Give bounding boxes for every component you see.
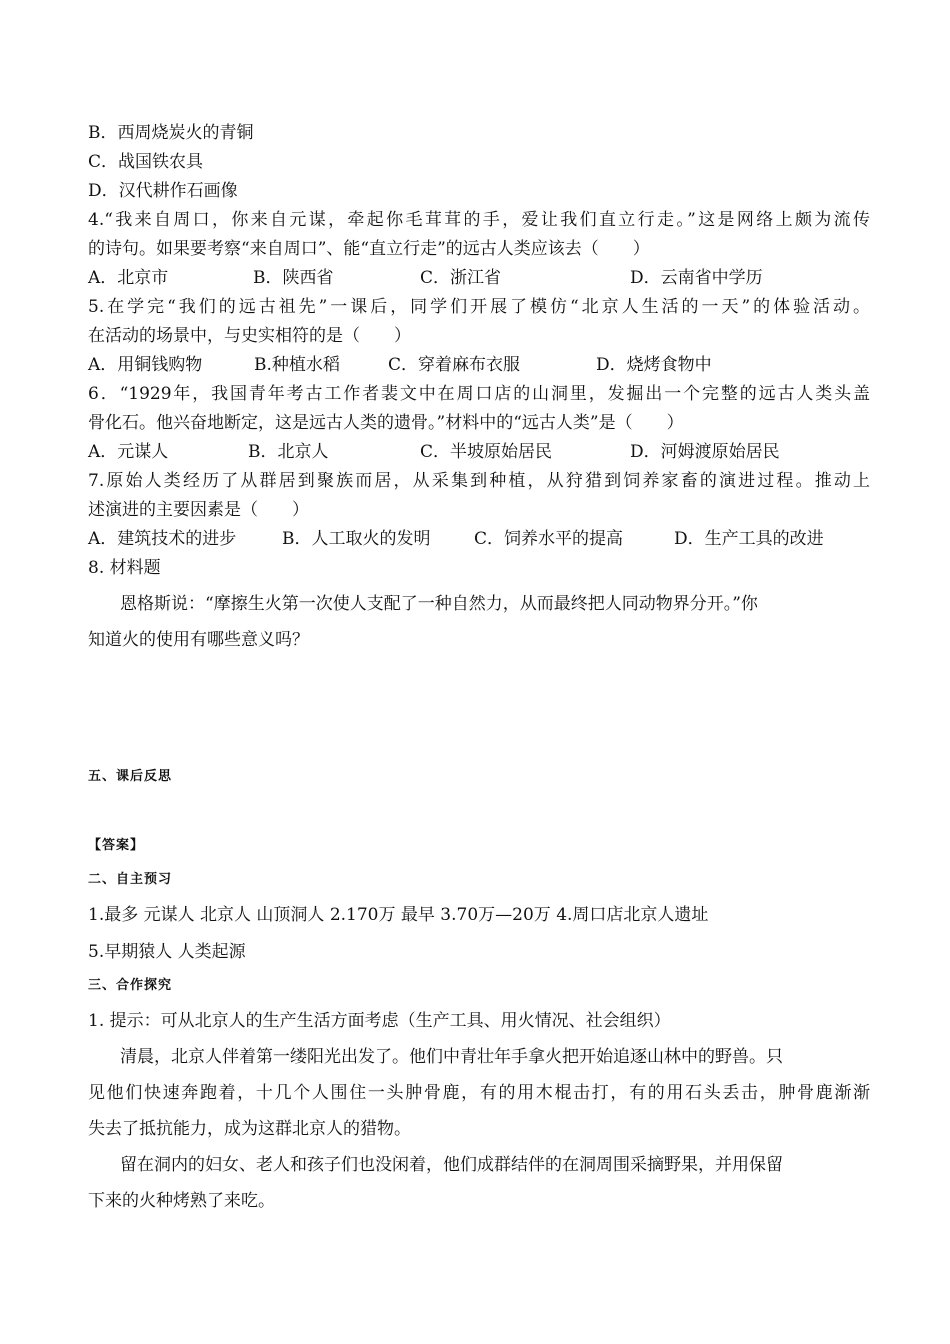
sec2-answer-line-1: 1.最多 元谋人 北京人 山顶洞人 2.170万 最早 3.70万—20万 4.周口店北京人遗址 — [88, 905, 709, 925]
sec3-heading: 三、合作探究 — [88, 978, 173, 993]
sec2-answer-line-2: 5.早期猿人 人类起源 — [88, 942, 246, 962]
q7-option-d: D．生产工具的改进 — [674, 529, 824, 549]
q4-option-c: C．浙江省 — [420, 268, 502, 288]
q4-option-a: A．北京市 — [88, 268, 169, 288]
para1-line-3: 失去了抵抗能力，成为这群北京人的猎物。 — [88, 1119, 411, 1139]
q8-text-line-1: 恩格斯说：“摩擦生火第一次使人支配了一种自然力，从而最终把人同动物界分开。”你 — [120, 594, 758, 614]
q5-option-a: A．用铜钱购物 — [88, 355, 203, 375]
q7-option-c: C．饲养水平的提高 — [474, 529, 624, 549]
q4-option-b: B．陕西省 — [253, 268, 334, 288]
q3-option-b: B．西周烧炭火的青铜 — [88, 123, 254, 143]
q6-option-a: A．元谋人 — [88, 442, 169, 462]
q5-option-d: D．烧烤食物中 — [596, 355, 712, 375]
para2-line-1: 留在洞内的妇女、老人和孩子们也没闲着，他们成群结伴的在洞周围采摘野果，并用保留 — [120, 1155, 783, 1175]
q6-line-1: 6．“1929年，我国青年考古工作者裴文中在周口店的山洞里，发掘出一个完整的远古人类头盖 — [88, 384, 870, 404]
q5-option-b: B.种植水稻 — [254, 355, 340, 375]
q3-option-c: C．战国铁农具 — [88, 152, 204, 172]
q4-line-1: 4.“我来自周口，你来自元谋，牵起你毛茸茸的手，爱让我们直立行走。”这是网络上颇为流传 — [88, 210, 870, 230]
q7-line-2: 述演进的主要因素是（ ） — [88, 500, 309, 520]
para2-line-2: 下来的火种烤熟了来吃。 — [88, 1191, 275, 1211]
q6-option-b: B．北京人 — [248, 442, 329, 462]
section5-heading: 五、课后反思 — [88, 769, 173, 784]
q4-line-2: 的诗句。如果要考察“来自周口”、能“直立行走”的远古人类应该去（ ） — [88, 239, 650, 259]
para1-line-2: 见他们快速奔跑着，十几个人围住一头肿骨鹿，有的用木棍击打，有的用石头丢击，肿骨鹿渐渐 — [88, 1083, 870, 1103]
para1-line-1: 清晨，北京人伴着第一缕阳光出发了。他们中青壮年手拿火把开始追逐山林中的野兽。只 — [120, 1047, 783, 1067]
sec2-heading: 二、自主预习 — [88, 872, 173, 887]
answers-heading: 【答案】 — [88, 838, 145, 853]
q6-option-c: C．半坡原始居民 — [420, 442, 553, 462]
q7-option-b: B．人工取火的发明 — [282, 529, 431, 549]
q5-line-1: 5.在学完“我们的远古祖先”一课后，同学们开展了模仿“北京人生活的一天”的体验活动。 — [88, 297, 870, 317]
q7-option-a: A．建筑技术的进步 — [88, 529, 237, 549]
q8-title: 8. 材料题 — [88, 558, 161, 578]
q7-line-1: 7.原始人类经历了从群居到聚族而居，从采集到种植，从狩猎到饲养家畜的演进过程。推动上 — [88, 471, 870, 491]
q5-option-c: C．穿着麻布衣服 — [388, 355, 521, 375]
q5-line-2: 在活动的场景中，与史实相符的是（ ） — [88, 326, 411, 346]
q8-text-line-2: 知道火的使用有哪些意义吗？ — [88, 630, 309, 650]
sec3-hint: 1. 提示：可从北京人的生产生活方面考虑（生产工具、用火情况、社会组织） — [88, 1011, 671, 1031]
q3-option-d: D．汉代耕作石画像 — [88, 181, 238, 201]
q6-line-2: 骨化石。他兴奋地断定，这是远古人类的遗骨。”材料中的“远古人类”是（ ） — [88, 413, 684, 433]
q6-option-d: D．河姆渡原始居民 — [630, 442, 780, 462]
q4-option-d: D．云南省中学历 — [630, 268, 763, 288]
